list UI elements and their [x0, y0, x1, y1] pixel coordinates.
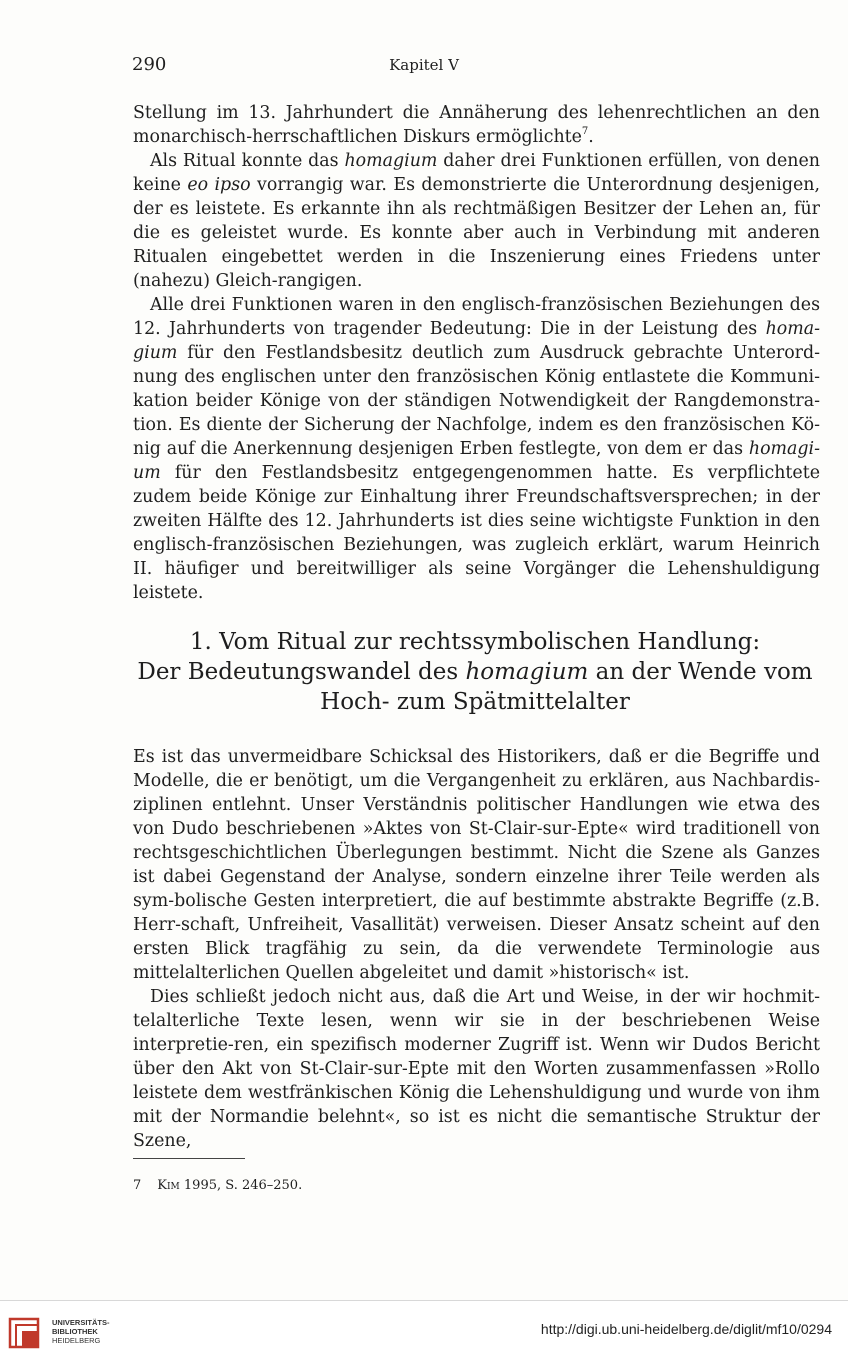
running-header: Kapitel V [389, 56, 459, 74]
section-heading [90, 627, 848, 717]
latin-term: homagi-um [133, 439, 820, 483]
footnote [133, 1178, 302, 1193]
footnote-ref-text: 1995, S. 246–250. [179, 1178, 303, 1193]
text-span: Der Bedeutungswandel des [137, 659, 466, 685]
latin-term: eo ipso [187, 175, 251, 195]
heading-line [90, 657, 848, 687]
text-span: vorrangig war. Es demonstrierte die Unterordnung desjenigen, der es leistete. Es erkannte ihn als rechtmäßigen Besitzer der Lehen an, für die es geleistet wurde. Es konnte aber auch in Verbindung mit anderen Ritualen eingebettet werden in die Inszenierung eines Friedens unter (nahezu) Gleich-rangigen. [133, 175, 820, 291]
library-logo-icon [8, 1315, 44, 1351]
library-name-line: HEIDELBERG [52, 1336, 101, 1345]
text-span: für den Festlandsbesitz deutlich zum Ausdruck gebrachte Unterord-nung des englischen unter den französischen König entlastete die Kommuni-kation beider Könige von der ständigen Notwendigkeit der Rangdemonstra-tion. Es diente der Sicherung der Nachfolge, indem es den französischen Kö-nig auf die Anerkennung desjenigen Erben festlegte, von dem er das [133, 343, 820, 459]
latin-term: homagium [344, 151, 438, 171]
footnote-author: Kim [157, 1178, 180, 1193]
paragraph [133, 101, 820, 149]
viewer-footer [0, 1300, 848, 1364]
heading-line: 1. Vom Ritual zur rechtssymbolischen Handlung: [189, 629, 761, 655]
paragraph: Es ist das unvermeidbare Schicksal des Historikers, daß er die Begriffe und Modelle, die er benötigt, um die Vergangenheit zu erklären, aus Nachbardis-ziplinen entlehnt. Unser Verständnis politischer Handlungen wie etwa des von Dudo beschriebenen »Aktes von St-Clair-sur-Epte« wird traditionell von rechtsgeschichtlichen Überlegungen bestimmt. Nicht die Szene als Ganzes ist dabei Gegenstand der Analyse, sondern einzelne ihrer Teile werden als sym-bolische Gesten interpretiert, die auf bestimmte abstrakte Begriffe (z.B. Herr-schaft, Unfreiheit, Vasallität) verweisen. Dieser Ansatz scheint auf den ersten Blick tragfähig zu sein, da die verwendete Terminologie aus mittelalterlichen Quellen abgeleitet und damit »historisch« ist. [133, 747, 820, 983]
text-span: an der Wende vom [588, 659, 813, 685]
body-text-bottom [133, 745, 820, 1153]
latin-term: homagium [465, 659, 589, 685]
latin-term: homa-gium [133, 319, 820, 363]
text-span: für den Festlandsbesitz entgegengenommen hatte. Es verpflichtete zudem beide Könige zur Einhaltung ihrer Freundschaftsversprechen; in der zweiten Hälfte des 12. Jahrhunderts ist dies seine wichtigste Funktion in den englisch-französischen Beziehungen, was zugleich erklärt, warum Heinrich II. häufiger und bereitwilliger als seine Vorgänger die Lehenshuldigung leistete. [133, 463, 820, 603]
library-name-line: UNIVERSITÄTS- [52, 1318, 110, 1327]
library-name-line: BIBLIOTHEK [52, 1327, 98, 1336]
body-text-top [133, 101, 820, 605]
footnote-number: 7 [133, 1178, 142, 1193]
paragraph [133, 149, 820, 293]
heading-line: Hoch- zum Spätmittelalter [320, 689, 630, 715]
text-span: daher drei Funktionen erfüllen, von denen keine [133, 151, 820, 195]
text-span: Stellung im 13. Jahrhundert die Annäherung des lehenrechtlichen an den monarchisch-herrschaftlichen Diskurs ermöglichte [133, 103, 820, 147]
footnote-ref[interactable]: 7 [581, 126, 589, 137]
page-number: 290 [132, 54, 167, 75]
paragraph: Dies schließt jedoch nicht aus, daß die Art und Weise, in der wir hochmit-telalterliche Texte lesen, wenn wir sie in der beschriebenen Weise interpretie-ren, ein spezifisch moderner Zugriff ist. Wenn wir Dudos Bericht über den Akt von St-Clair-sur-Epte mit den Worten zusammenfassen »Rollo leistete dem westfränkischen König die Lehenshuldigung und wurde von ihm mit der Normandie belehnt«, so ist es nicht die semantische Struktur der Szene, [133, 987, 820, 1151]
permalink-url[interactable]: http://digi.ub.uni-heidelberg.de/diglit/mf10/0294 [540, 1321, 832, 1337]
text-span: . [588, 127, 594, 147]
text-span: Alle drei Funktionen waren in den englisch-französischen Beziehungen des 12. Jahrhunderts von tragender Bedeutung: Die in der Leistung des [133, 295, 820, 339]
text-span: Als Ritual konnte das [150, 151, 345, 171]
paragraph [133, 293, 820, 605]
footnote-divider [133, 1158, 245, 1159]
library-name [52, 1318, 110, 1345]
